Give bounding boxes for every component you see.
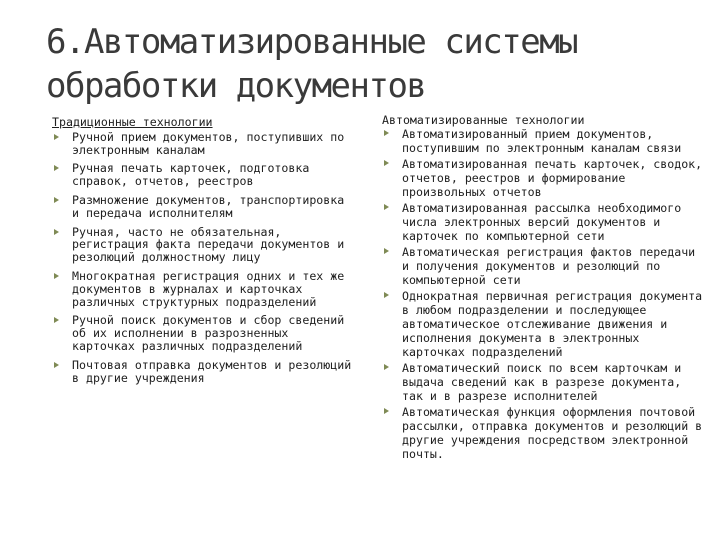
bullet-arrow-icon	[54, 229, 59, 235]
list-item	[52, 194, 352, 220]
list-item-text: Автоматизированная рассылка необходимого числа электронных версий документов и карточек по компьютерной сети	[402, 201, 682, 243]
list-item-text: Ручной прием документов, поступивших по электронным каналам	[72, 129, 345, 157]
list-item	[52, 131, 352, 157]
list-item	[382, 245, 704, 287]
list-item-text: Почтовая отправка документов и резолюций в другие учреждения	[72, 357, 352, 385]
traditional-technologies-column	[52, 116, 352, 390]
traditional-heading: Традиционные технологии	[52, 115, 213, 129]
bullet-arrow-icon	[54, 362, 59, 368]
list-item	[52, 270, 352, 308]
list-item	[52, 314, 352, 352]
list-item	[382, 201, 704, 243]
list-item-text: Автоматизированная печать карточек, сводок, отчетов, реестров и формирование произвольных отчетов	[402, 157, 703, 199]
list-item-text: Однократная первичная регистрация документа в любом подразделении и последующее автоматическое отслеживание движения и исполнения документа в электронных карточках подразделений	[402, 289, 703, 359]
list-item-text: Многократная регистрация одних и тех же документов в журналах и карточках различных структурных подразделений	[72, 268, 345, 309]
list-item	[382, 289, 704, 359]
bullet-arrow-icon	[384, 248, 389, 254]
bullet-arrow-icon	[54, 273, 59, 279]
bullet-arrow-icon	[54, 197, 59, 203]
list-item	[382, 127, 704, 155]
list-item	[382, 405, 704, 461]
bullet-arrow-icon	[54, 165, 59, 171]
bullet-arrow-icon	[54, 317, 59, 323]
bullet-arrow-icon	[384, 130, 389, 136]
slide-title: 6.Автоматизированные системы обработки документов	[46, 22, 578, 106]
list-item	[52, 359, 352, 385]
list-item-text: Ручной поиск документов и сбор сведений об их исполнении в разрозненных карточках различных подразделений	[72, 313, 345, 353]
bullet-arrow-icon	[384, 364, 389, 370]
bullet-arrow-icon	[384, 292, 389, 298]
list-item	[52, 162, 352, 188]
automated-technologies-column	[382, 113, 704, 463]
automated-heading: Автоматизированные технологии	[382, 113, 585, 127]
bullet-arrow-icon	[384, 204, 389, 210]
bullet-arrow-icon	[384, 408, 389, 414]
traditional-list	[52, 131, 352, 385]
list-item-text: Автоматическая регистрация фактов передачи и получения документов и резолюций по компьютерной сети	[402, 245, 696, 287]
bullet-arrow-icon	[384, 160, 389, 166]
list-item-text: Автоматический поиск по всем карточкам и выдача сведений как в разрезе документа, так и в разрезе исполнителей	[402, 361, 682, 403]
bullet-arrow-icon	[54, 134, 59, 140]
automated-list	[382, 127, 704, 461]
list-item	[52, 226, 352, 264]
list-item	[382, 361, 704, 403]
list-item	[382, 157, 704, 199]
list-item-text: Автоматизированный прием документов, поступившим по электронным каналам связи	[402, 127, 682, 155]
list-item-text: Автоматическая функция оформления почтовой рассылки, отправка документов и резолюций в другие учреждения посредством электронной почты.	[402, 405, 703, 461]
list-item-text: Ручная печать карточек, подготовка справок, отчетов, реестров	[72, 161, 310, 189]
list-item-text: Размножение документов, транспортировка и передача исполнителям	[72, 192, 345, 220]
list-item-text: Ручная, часто не обязательная, регистрация факта передачи документов и резолюций должностному лицу	[72, 224, 345, 265]
